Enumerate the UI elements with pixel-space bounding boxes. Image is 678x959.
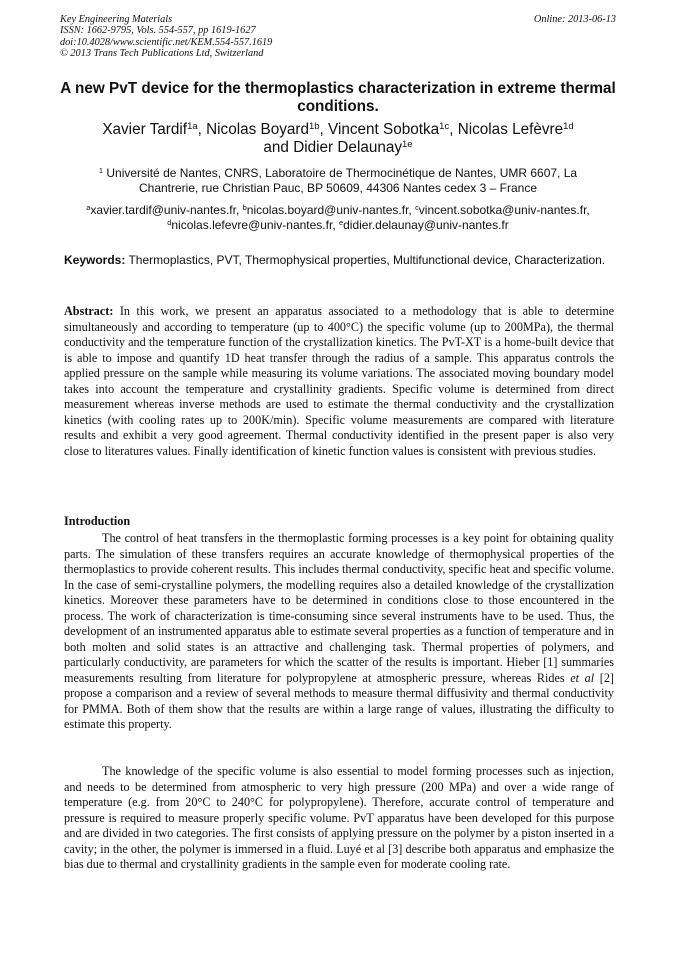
- intro-paragraph-1: [64, 531, 614, 733]
- author-name: Nicolas Lefèvre: [457, 121, 564, 138]
- email-separator: ,: [408, 203, 416, 217]
- keywords: [64, 253, 614, 268]
- author-sup: 1a: [187, 120, 198, 132]
- journal-name: Key Engineering Materials: [60, 14, 173, 25]
- email-separator: ,: [332, 217, 339, 232]
- paragraph-text: [2] propose a comparison and a review of several methods to measure thermal diffusivity and thermal conductivity for PMMA. Both of them show that the results are within a large range of values, illustrating the difficulty to estimate this property.: [64, 670, 614, 731]
- author-sup: 1c: [439, 120, 450, 132]
- email-separator: ,: [235, 203, 243, 217]
- issn-line: ISSN: 1662-9795, Vols. 554-557, pp 1619-1627: [60, 25, 256, 37]
- author-sup: 1e: [402, 138, 413, 150]
- email-sup: a: [86, 202, 91, 212]
- affiliation: [76, 166, 600, 195]
- author-separator: ,: [197, 121, 207, 138]
- email-address[interactable]: nicolas.lefevre@univ-nantes.fr: [171, 217, 333, 232]
- paragraph-italic: et al: [570, 670, 595, 685]
- email-sup: c: [415, 202, 419, 212]
- email-address[interactable]: xavier.tardif@univ-nantes.fr: [90, 203, 236, 217]
- author-name: Nicolas Boyard: [206, 121, 309, 138]
- author-separator: ,: [319, 121, 329, 138]
- section-heading-introduction: Introduction: [64, 514, 131, 528]
- author-sup: 1b: [308, 120, 320, 132]
- affiliation-text: Université de Nantes, CNRS, Laboratoire de Thermocinétique de Nantes, UMR 6607, La Chantrerie, rue Christian Pauc, BP 50609, 44306 Nantes cedex 3 – France: [103, 166, 578, 195]
- email-sup: d: [167, 217, 172, 227]
- paragraph-text: The control of heat transfers in the thermoplastic forming processes is a key point for obtaining quality parts. The simulation of these transfers requires an accurate knowledge of thermophysical properties of the thermoplastics to provide coherent results. This includes thermal conductivity, specific heat and specific volume. In the case of semi-crystalline polymers, the modelling requires also a detailed knowledge of the crystallization kinetics. Moreover these parameters have to be determined in conditions close to those encountered in the process. The work of characterization is time-consuming since several instruments have to be used. Thus, the development of an instrumented apparatus able to estimate several properties as a function of temperature and in both molten and solid states is an attractive and challenging task. Thermal properties of polymers, and particularly conductivity, are parameters for which the scatter of the results is important. Hieber [1] summaries measurements resulting from literature for polypropylene at atmospheric pressure, whereas Rides: [64, 531, 614, 685]
- copyright-line: © 2013 Trans Tech Publications Ltd, Switzerland: [60, 48, 264, 60]
- author-separator: ,: [449, 121, 458, 138]
- affiliation-sup: 1: [98, 165, 104, 175]
- email-address[interactable]: vincent.sobotka@univ-nantes.fr: [418, 203, 587, 217]
- doi-line: doi:10.4028/www.scientific.net/KEM.554-557.1619: [60, 36, 273, 48]
- email-separator: ,: [586, 203, 590, 217]
- author-sup: 1d: [563, 120, 574, 132]
- online-date: Online: 2013-06-13: [533, 14, 616, 25]
- email-sup: e: [338, 217, 344, 227]
- email-list: [60, 203, 616, 232]
- email-address[interactable]: nicolas.boyard@univ-nantes.fr: [246, 203, 409, 217]
- journal-header: [60, 14, 616, 60]
- email-sup: b: [242, 202, 247, 212]
- author-list: [60, 121, 616, 157]
- author-name: Xavier Tardif: [102, 121, 188, 138]
- author-name: Vincent Sobotka: [328, 121, 440, 138]
- paper-title: A new PvT device for the thermoplastics characterization in extreme thermal conditions.: [60, 80, 616, 115]
- keywords-label: Keywords:: [64, 253, 126, 267]
- abstract-text: In this work, we present an apparatus associated to a methodology that is able to determine simultaneously and according to temperature (up to 400°C) the specific volume (up to 200MPa), the thermal conductivity and the temperature function of the crystallization kinetics. The PvT-XT is a home-built device that is able to impose and quantify 1D heat transfer through the radius of a sample. This apparatus controls the applied pressure on the sample while measuring its volume variations. The associated moving boundary model takes into account the temperature and crystallinity gradients. Specific volume is determined from direct measurement whereas inverse methods are used to estimate the thermal conductivity and the crystallization kinetics (with cooling rates up to 200K/min). Specific volume measurements are compared with literature results and exhibit a very good agreement. Thermal conductivity identified in the present paper is also very close to literatures values. Finally identification of kinetic function values is consistent with previous studies.: [64, 304, 614, 458]
- keywords-text: Thermoplastics, PVT, Thermophysical properties, Multifunctional device, Characterization.: [125, 253, 606, 267]
- intro-paragraph-2: The knowledge of the specific volume is also essential to model forming processes such as injection, and needs to be determined from atmospheric to very high pressure (200 MPa) and over a wide range of temperature (e.g. from 20°C to 240°C for polypropylene). Therefore, accurate control of temperature and pressure is required to measure properly specific volume. PvT apparatus have been developed for this purpose and are divided in two categories. The first consists of applying pressure on the polymer by a piston inserted in a cavity; in the other, the polymer is immersed in a fluid. Luyé et al [3] describe both apparatus and emphasize the bias due to thermal and crystallinity gradients in the sample even for moderate cooling rate.: [64, 764, 614, 871]
- author-name: Didier Delaunay: [293, 139, 403, 156]
- email-address[interactable]: didier.delaunay@univ-nantes.fr: [343, 217, 509, 232]
- abstract-label: Abstract:: [64, 304, 114, 318]
- abstract: [64, 304, 614, 459]
- author-and: and: [263, 139, 294, 156]
